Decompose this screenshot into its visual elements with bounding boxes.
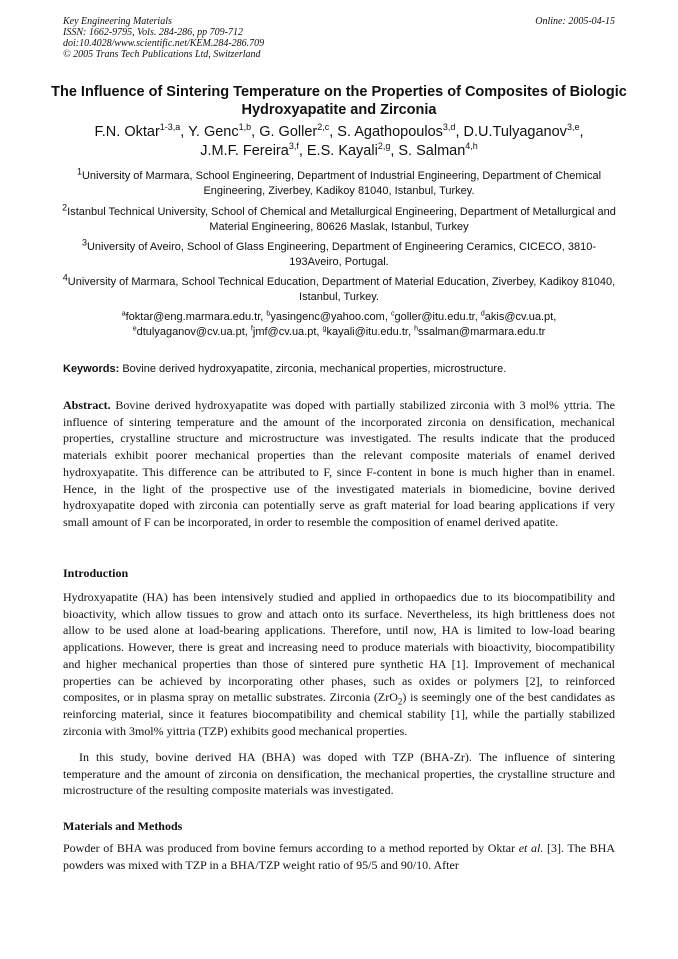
email-link[interactable]: jmf@cv.ua.pt [252, 326, 317, 338]
mm-text-part-1: Powder of BHA was produced from bovine femurs according to a method reported by Oktar [63, 841, 519, 855]
author-name: D.U.Tulyaganov [463, 124, 567, 140]
abstract-label: Abstract. [63, 398, 111, 412]
affiliation-1 [60, 166, 618, 199]
email-mark: d [480, 310, 485, 318]
abstract-paragraph [63, 397, 615, 531]
mm-italic-et-al: et al. [518, 841, 544, 855]
author-affil-mark: 1-3,a [159, 122, 181, 133]
author-name: G. Goller [259, 124, 318, 140]
email-mark: g [322, 325, 327, 333]
email-link[interactable]: yasingenc@yahoo.com [270, 311, 385, 323]
email-mark: e [132, 325, 137, 333]
email-link[interactable]: dtulyaganov@cv.ua.pt [136, 326, 245, 338]
mm-text-part-2: [3]. The BHA powders was mixed with TZP in a BHA/TZP weight ratio of 95/5 and 90/10. After [63, 841, 616, 872]
author-name: Y. Genc [188, 124, 239, 140]
author-affil-mark: 3,e [566, 122, 580, 133]
email-link[interactable]: kayali@itu.edu.tr [326, 326, 408, 338]
author-affil-mark: 2,c [317, 122, 330, 133]
email-mark: a [121, 310, 126, 318]
affiliation-2 [60, 202, 618, 235]
email-link[interactable]: akis@cv.ua.pt [484, 311, 554, 323]
email-link[interactable]: foktar@eng.marmara.edu.tr [125, 311, 261, 323]
copyright-line: © 2005 Trans Tech Publications Ltd, Switzerland [63, 49, 261, 60]
introduction-paragraph-2: In this study, bovine derived HA (BHA) was doped with TZP (BHA-Zr). The influence of sintering temperature and the amount of zirconia on densification, the mechanical properties, the crystalline structure and microstructure of the resulting composite materials was investigated. [63, 750, 615, 798]
materials-methods-heading: Materials and Methods [63, 819, 183, 833]
email-mark: f [250, 325, 253, 333]
author-affil-mark: 3,f [288, 141, 299, 152]
keywords-line [63, 363, 615, 376]
journal-header [63, 16, 264, 60]
affiliation-number: 2 [62, 202, 68, 213]
email-list: $^a$foktar@eng.marmara.edu.tr, $^b$yasingenc@yahoo.com, $^c$goller@itu.edu.tr, $^d$akis@cv.ua.pt, $^e$dtulyaganov@cv.ua.pt, $^f$jmf@cv.ua.pt, $^g$kayali@itu.edu.tr, $^h$ssalman@marmara.edu.tr [121, 310, 557, 338]
author-affil-mark: 2,g [377, 141, 391, 152]
email-link[interactable]: goller@itu.edu.tr [394, 311, 475, 323]
author-name: E.S. Kayali [306, 143, 378, 159]
issn-line: ISSN: 1662-9795, Vols. 284-286, pp 709-712 [63, 27, 243, 38]
author-list: F.N. Oktar$^{1-3,a}$, Y. Genc$^{1,b}$, G. Goller$^{2,c}$, S. Agathopoulos$^{3,d}$, D.U.Tulyaganov$^{3,e}$, J.M.F. Fereira$^{3,f}$, E.S. Kayali$^{2,g}$, S. Salman$^{4,h}$ [94, 122, 584, 159]
affiliation-text: University of Marmara, School Technical Education, Department of Material Education, Ziverbey, Kadikoy 81040, Istanbul, Turkey. [67, 276, 616, 303]
affiliation-number: 3 [81, 237, 87, 248]
affiliation-number: 1 [76, 166, 82, 177]
abstract-text: Bovine derived hydroxyapatite was doped with partially stabilized zirconia with 3 mol% yttria. The influence of sintering temperature and the amount of the incorporated zirconia on densification, mechanical properties, crystalline structure and microstructure was investigated. The results indicate that the produced materials exhibit poorer mechanical properties than the relevant composite materials of enamel derived hydroxyapatite. This difference can be attributed to F, since F-content in bone is much higher than in enamel. Hence, in the light of the prospective use of the investigated materials in biomedicine, bovine derived hydroxyapatite doped with zirconia can potentially serve as graft material for load bearing applications if very small amount of F can be incorporated, in order to resemble the composition of enamel derived apatite. [63, 398, 616, 529]
affiliation-3 [60, 237, 618, 270]
affiliation-text: University of Aveiro, School of Glass Engineering, Department of Engineering Ceramics, CICECO, 3810-193Aveiro, Portugal. [86, 241, 597, 268]
journal-name: Key Engineering Materials [63, 16, 172, 27]
email-mark: h [414, 325, 418, 333]
keywords-text: Bovine derived hydroxyapatite, zirconia, mechanical properties, microstructure. [122, 363, 507, 375]
affiliation-4 [60, 272, 618, 305]
email-mark: b [266, 310, 271, 318]
keywords-label: Keywords: [63, 363, 120, 375]
email-link[interactable]: ssalman@marmara.edu.tr [417, 326, 546, 338]
subscript-2: 2 [397, 696, 403, 707]
materials-methods-paragraph [63, 840, 615, 873]
introduction-paragraph-1 [63, 589, 615, 739]
author-name: S. Agathopoulos [337, 124, 443, 140]
online-date: Online: 2005-04-15 [535, 16, 615, 27]
author-name: S. Salman [398, 143, 466, 159]
author-name: J.M.F. Fereira [200, 143, 289, 159]
author-affil-mark: 4,h [465, 141, 478, 152]
intro-text-part-2: ) is seemingly one of the best candidates as reinforcing material, since it features biocompatibility and chemical stability [1], while the partially stabilized zirconia with 3mol% yittria (TZP) exhibits good mechanical properties. [63, 690, 615, 738]
paper-title: The Influence of Sintering Temperature on the Properties of Composites of Biologic Hydroxyapatite and Zirconia [51, 84, 627, 118]
introduction-heading: Introduction [63, 566, 129, 580]
affiliation-text: University of Marmara, School Engineering, Department of Industrial Engineering, Department of Chemical Engineering, Ziverbey, Kadikoy 81040, Istanbul, Turkey. [81, 170, 602, 197]
doi-line: doi:10.4028/www.scientific.net/KEM.284-286.709 [63, 38, 265, 49]
author-affil-mark: 3,d [442, 122, 456, 133]
author-affil-mark: 1,b [238, 122, 252, 133]
intro-text-part-1: Hydroxyapatite (HA) has been intensively studied and applied in orthopaedics due to its biocompatibility and bioactivity, which allow tissues to grow and attach onto its surface. Nevertheless, its high brittleness does not allow to be used alone at load-bearing applications. Therefore, until now, HA is limited to low-load bearing applications. However, there is great and increasing need to produce materials with bioactivity, biocompatibility and higher mechanical properties than those of sintered pure synthetic HA [1]. Improvement of mechanical properties can be achieved by incorporating other phases, such as oxides or polymers [2], to reinforced composites, or in plasma spray on metallic substrates. Zirconia (ZrO [63, 590, 615, 705]
affiliation-text: Istanbul Technical University, School of Chemical and Metallurgical Engineering, Department of Metallurgical and Material Engineering, 80626 Maslak, Istanbul, Turkey [67, 206, 616, 233]
author-name: F.N. Oktar [94, 124, 160, 140]
affiliation-number: 4 [62, 272, 68, 283]
email-mark: c [390, 310, 395, 318]
